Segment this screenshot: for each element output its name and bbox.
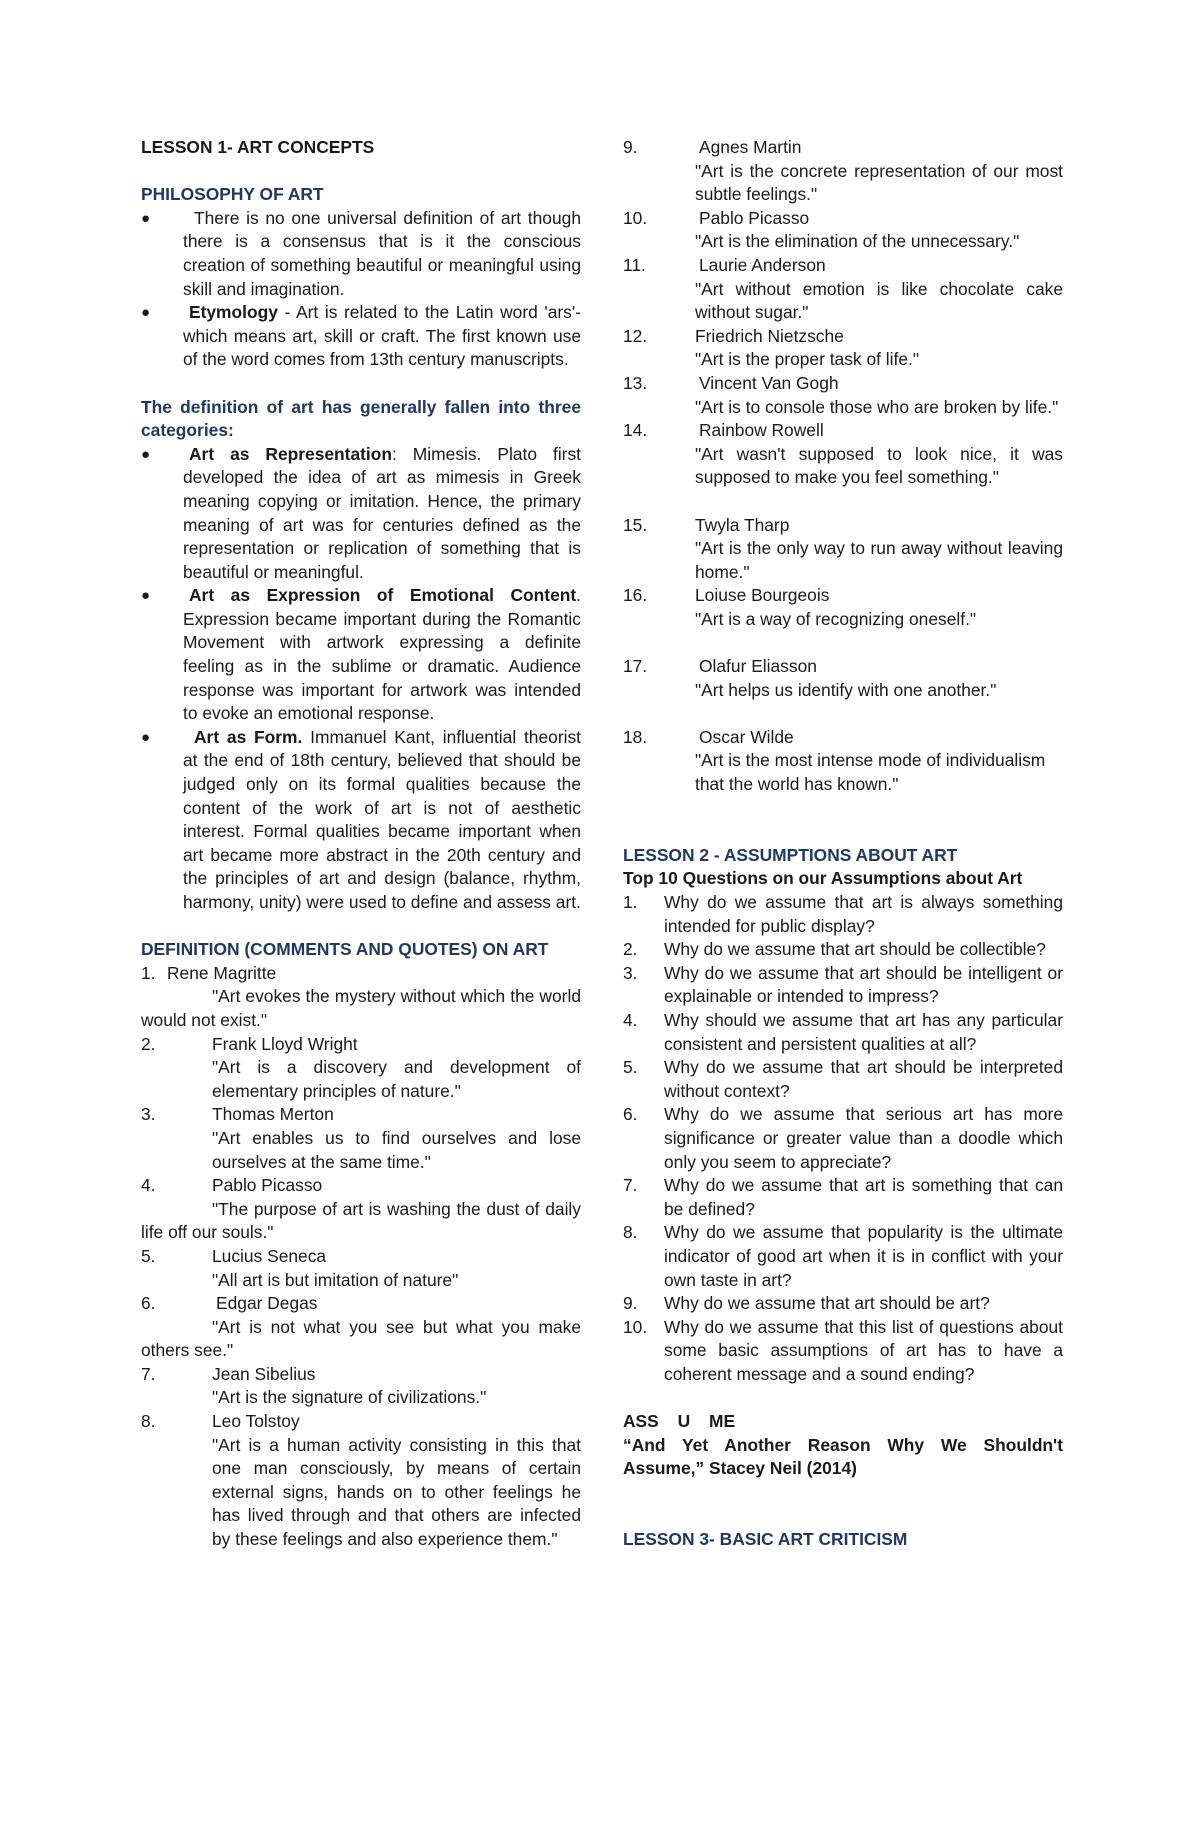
bullet-icon: ●	[141, 209, 151, 227]
quote-text: "The purpose of art is washing the dust of daily life off our souls."	[141, 1198, 581, 1243]
question-number: 6.	[623, 1104, 638, 1125]
category-text: : Mimesis. Plato first developed the idea of art as mimesis in Greek meaning copying or imitation. Hence, the primary meaning of art was for centuries defined as the representation or replication of something that is beautiful or meaningful.	[183, 443, 581, 582]
quote-entry	[623, 655, 1063, 702]
bullet-icon: ●	[141, 445, 151, 463]
quote-author: Lucius Seneca	[212, 1245, 327, 1266]
quote-number: 8.	[141, 1411, 156, 1432]
question-item	[623, 938, 1063, 962]
question-text: Why do we assume that art should be intelligent or explainable or intended to impress?	[664, 962, 1063, 1007]
bullet-text: There is no one universal definition of art though there is a consensus that is it the conscious creation of something beautiful or meaningful using skill and imagination.	[183, 207, 581, 299]
quote-entry	[623, 584, 1063, 631]
category-bullet	[141, 726, 581, 915]
quote-text: "Art wasn't supposed to look nice, it was supposed to make you feel something."	[695, 443, 1063, 488]
question-text: Why do we assume that this list of questions about some basic assumptions of art has to have a coherent message and a sound ending?	[664, 1316, 1063, 1384]
assume-heading: ASS U ME	[623, 1411, 736, 1432]
quote-number: 15.	[623, 514, 648, 535]
quote-number: 11.	[623, 254, 646, 275]
quote-entry	[141, 962, 581, 1033]
quotes-heading: DEFINITION (COMMENTS AND QUOTES) ON ART	[141, 939, 549, 960]
quote-number: 10.	[623, 207, 648, 228]
quote-author: Thomas Merton	[212, 1104, 334, 1125]
quote-text: "Art is the only way to run away without leaving home."	[695, 538, 1063, 582]
quote-number: 12.	[623, 325, 648, 346]
quote-author: Leo Tolstoy	[212, 1411, 300, 1432]
quote-text: "Art is the most intense mode of individualism that the world has known."	[695, 750, 1046, 795]
quote-text: "Art is the elimination of the unnecessary."	[695, 231, 1020, 252]
question-text: Why do we assume that serious art has more significance or greater value than a doodle which only you seem to appreciate?	[664, 1104, 1063, 1172]
quote-number: 9.	[623, 137, 638, 157]
bullet-icon: ●	[141, 304, 151, 322]
question-item	[623, 1221, 1063, 1292]
question-number: 4.	[623, 1009, 638, 1030]
question-text: Why do we assume that popularity is the ultimate indicator of good art when it is in conflict with your own taste in art?	[664, 1222, 1063, 1290]
quote-number: 4.	[141, 1175, 156, 1196]
quote-number: 17.	[623, 656, 648, 677]
quote-entry	[141, 1292, 581, 1363]
question-item	[623, 1292, 1063, 1316]
reference-text: “And Yet Another Reason Why We Shouldn't Assume,” Stacey Neil (2014)	[623, 1434, 1063, 1479]
quote-text: "Art enables us to find ourselves and lose ourselves at the same time."	[212, 1127, 581, 1172]
lesson2-subtitle: Top 10 Questions on our Assumptions about Art	[623, 868, 1023, 889]
question-number: 1.	[623, 892, 638, 912]
quote-number: 6.	[141, 1293, 156, 1314]
question-text: Why do we assume that art should be art?	[664, 1293, 990, 1314]
quote-author: Oscar Wilde	[699, 726, 794, 747]
quote-author: Agnes Martin	[699, 137, 802, 157]
question-number: 9.	[623, 1293, 638, 1314]
quote-number: 7.	[141, 1363, 156, 1384]
quote-author: Loiuse Bourgeois	[695, 585, 830, 606]
lesson3-title: LESSON 3- BASIC ART CRITICISM	[623, 1529, 908, 1550]
quote-number: 14.	[623, 420, 648, 441]
question-item	[623, 1056, 1063, 1103]
question-number: 10.	[623, 1316, 648, 1337]
quote-text: "Art is a human activity consisting in this that one man consciously, by means of certain external signs, hands on to other feelings he has lived through and that others are infected by these feelings and also experience them."	[212, 1434, 581, 1550]
quote-text: "Art is the signature of civilizations."	[212, 1387, 487, 1408]
category-term: Art as Representation	[189, 443, 392, 464]
quote-text: "Art is the proper task of life."	[695, 349, 920, 370]
quote-entry	[623, 419, 1063, 490]
quote-number: 18.	[623, 726, 648, 747]
category-text: Immanuel Kant, influential theorist at the end of 18th century, believed that should be judged only on its formal qualities because the content of the work of art is not of aesthetic interest. Formal qualities became important when art became more abstract in the 20th century and the principles of art and design (balance, rhythm, harmony, unity) were used to define and assess art.	[183, 726, 581, 912]
bullet-text: - Art is related to the Latin word 'ars'- which means art, skill or craft. The first known use of the word comes from 13th century manuscripts.	[183, 302, 581, 370]
question-text: Why do we assume that art should be collectible?	[664, 939, 1046, 960]
philosophy-bullet	[141, 301, 581, 372]
question-text: Why should we assume that art has any particular consistent and persistent qualities at all?	[664, 1009, 1063, 1054]
bullet-icon: ●	[141, 728, 151, 746]
quote-entry	[141, 1103, 581, 1174]
question-number: 8.	[623, 1222, 638, 1243]
question-text: Why do we assume that art should be interpreted without context?	[664, 1057, 1063, 1101]
quote-entry	[623, 254, 1063, 325]
right-column	[623, 136, 1063, 1552]
quote-entry	[623, 136, 1063, 207]
quote-entry	[623, 726, 1063, 797]
quote-number: 1.	[141, 962, 156, 983]
quote-text: "All art is but imitation of nature"	[212, 1269, 459, 1290]
quote-text: "Art is the concrete representation of our most subtle feelings."	[695, 160, 1063, 205]
category-term: Art as Form.	[194, 726, 303, 747]
category-bullet	[141, 584, 581, 726]
question-number: 7.	[623, 1175, 638, 1196]
quote-text: "Art is to console those who are broken by life."	[695, 396, 1059, 417]
question-item	[623, 1009, 1063, 1056]
etymology-term: Etymology	[189, 302, 278, 323]
quote-entry	[141, 1033, 581, 1104]
philosophy-heading: PHILOSOPHY OF ART	[141, 184, 324, 205]
quote-author: Pablo Picasso	[212, 1175, 323, 1196]
quote-text: "Art helps us identify with one another."	[695, 679, 997, 700]
categories-heading: The definition of art has generally fallen into three categories:	[141, 396, 581, 441]
question-number: 2.	[623, 939, 638, 960]
quote-entry	[623, 325, 1063, 372]
question-text: Why do we assume that art is something that can be defined?	[664, 1175, 1063, 1219]
lesson1-title: LESSON 1- ART CONCEPTS	[141, 137, 375, 157]
lesson2-title: LESSON 2 - ASSUMPTIONS ABOUT ART	[623, 844, 958, 865]
philosophy-bullet	[141, 207, 581, 301]
quote-text: "Art without emotion is like chocolate cake without sugar."	[695, 278, 1063, 323]
quote-entry	[141, 1245, 581, 1292]
question-number: 5.	[623, 1057, 638, 1078]
quote-entry	[141, 1363, 581, 1410]
quote-text: "Art evokes the mystery without which the world would not exist."	[141, 986, 581, 1030]
quote-author: Rene Magritte	[167, 962, 277, 983]
quote-number: 13.	[623, 372, 648, 393]
quote-number: 5.	[141, 1245, 156, 1266]
quote-entry	[623, 514, 1063, 585]
question-number: 3.	[623, 962, 638, 983]
quote-author: Vincent Van Gogh	[699, 372, 839, 393]
quote-text: "Art is not what you see but what you make others see."	[141, 1316, 581, 1361]
question-item	[623, 1103, 1063, 1174]
quote-text: "Art is a way of recognizing oneself."	[695, 608, 977, 629]
quote-author: Pablo Picasso	[699, 207, 810, 228]
quote-author: Twyla Tharp	[695, 514, 790, 535]
quote-author: Laurie Anderson	[699, 254, 826, 275]
quote-entry	[623, 372, 1063, 419]
quote-entry	[141, 1410, 581, 1552]
quote-number: 3.	[141, 1104, 156, 1125]
quote-author: Olafur Eliasson	[699, 656, 817, 677]
quote-entry	[141, 1174, 581, 1245]
category-bullet	[141, 443, 581, 585]
question-item	[623, 1174, 1063, 1221]
category-term: Art as Expression of Emotional Content	[189, 585, 577, 606]
quote-number: 2.	[141, 1033, 156, 1054]
question-item	[623, 962, 1063, 1009]
quote-entry	[623, 207, 1063, 254]
bullet-icon: ●	[141, 587, 151, 605]
quote-author: Friedrich Nietzsche	[695, 325, 844, 346]
quote-text: "Art is a discovery and development of elementary principles of nature."	[212, 1057, 581, 1101]
question-item	[623, 891, 1063, 938]
left-column	[141, 136, 581, 1552]
question-item	[623, 1316, 1063, 1387]
quote-author: Jean Sibelius	[212, 1363, 316, 1384]
question-text: Why do we assume that art is always something intended for public display?	[664, 892, 1063, 936]
quote-number: 16.	[623, 585, 648, 606]
quote-author: Rainbow Rowell	[699, 420, 824, 441]
category-text: . Expression became important during the Romantic Movement with artwork expressing a definite feeling as in the sublime or dramatic. Audience response was important for artwork was intended to evoke an emotional response.	[183, 585, 581, 724]
quote-author: Edgar Degas	[216, 1293, 318, 1314]
quote-author: Frank Lloyd Wright	[212, 1033, 358, 1054]
